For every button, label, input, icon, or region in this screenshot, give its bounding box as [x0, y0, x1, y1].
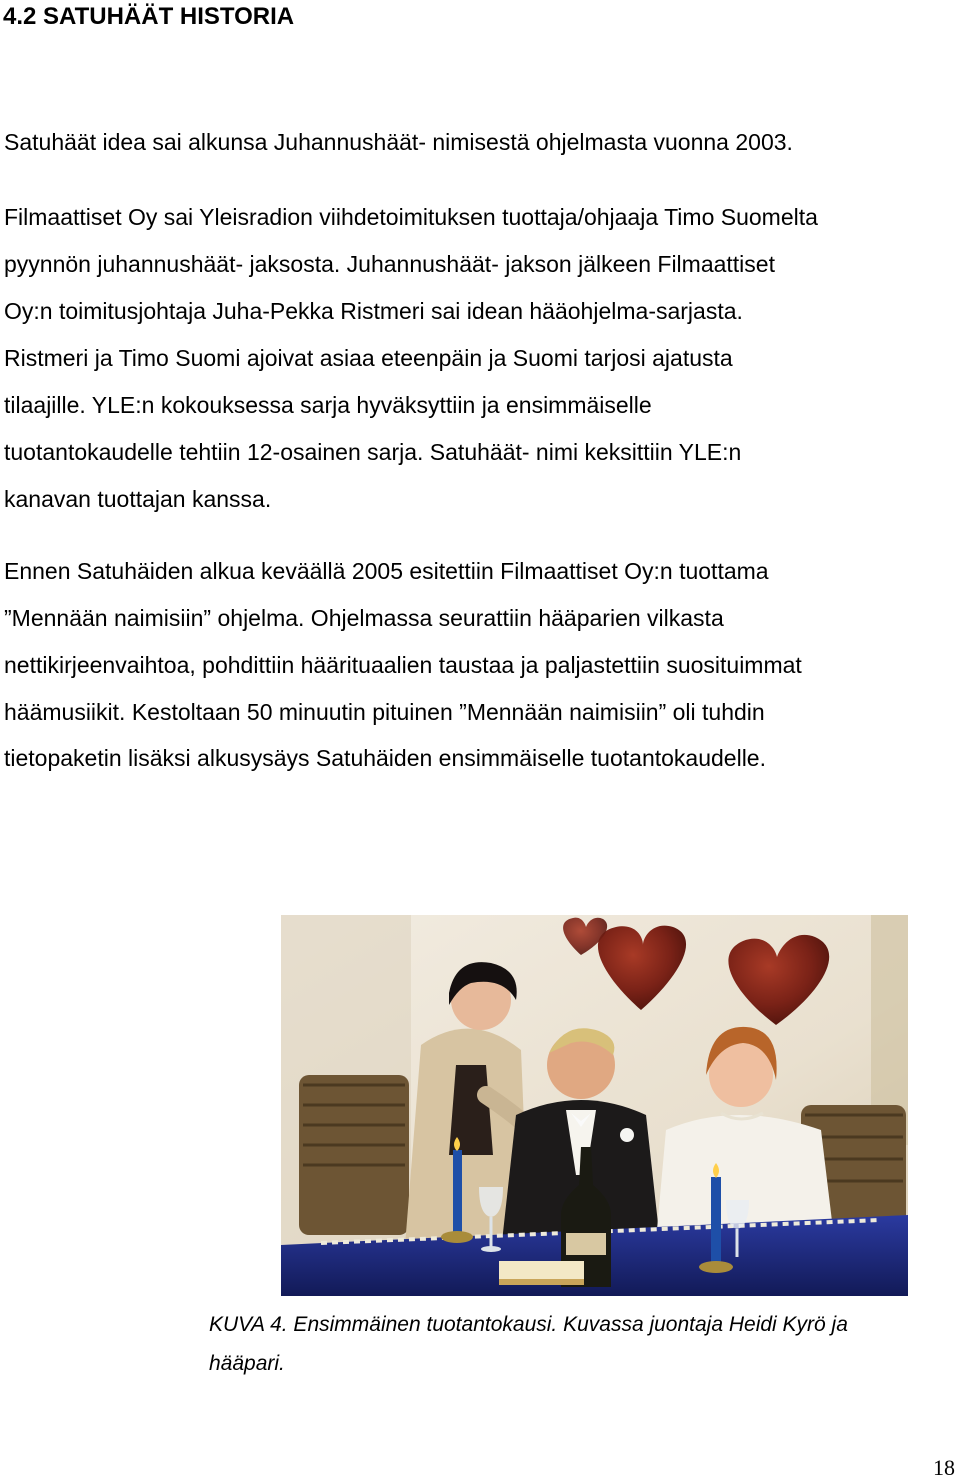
section-heading: 4.2 SATUHÄÄT HISTORIA: [3, 3, 295, 30]
paragraph-1-line: Satuhäät idea sai alkunsa Juhannushäät- nimisestä ohjelmasta vuonna 2003.: [4, 129, 793, 155]
photo-caption-line: hääpari.: [209, 1352, 285, 1375]
paragraph-1-line: pyynnön juhannushäät- jaksosta. Juhannushäät- jakson jälkeen Filmaattiset: [4, 251, 775, 277]
wicker-chair-left: [299, 1075, 409, 1235]
paragraph-1-line: Filmaattiset Oy sai Yleisradion viihdetoimituksen tuottaja/ohjaaja Timo Suomelta: [4, 204, 818, 230]
paragraph-1-line: Oy:n toimitusjohtaja Juha-Pekka Ristmeri sai idean hääohjelma-sarjasta.: [4, 298, 743, 324]
paragraph-2-line: häämusiikit. Kestoltaan 50 minuutin pituinen ”Mennään naimisiin” oli tuhdin: [4, 699, 765, 725]
paragraph-2-line: ”Mennään naimisiin” ohjelma. Ohjelmassa seurattiin hääparien vilkasta: [4, 605, 724, 631]
photo-caption-line: KUVA 4. Ensimmäinen tuotantokausi. Kuvassa juontaja Heidi Kyrö ja: [209, 1313, 848, 1336]
page-number: 18: [933, 1455, 955, 1480]
paragraph-2-line: tietopaketin lisäksi alkusysäys Satuhäiden ensimmäiselle tuotantokaudelle.: [4, 745, 766, 771]
wedding-photo: [281, 915, 908, 1296]
book-icon: [499, 1261, 584, 1285]
paragraph-1-line: Ristmeri ja Timo Suomi ajoivat asiaa eteenpäin ja Suomi tarjosi ajatusta: [4, 345, 733, 371]
paragraph-2-line: Ennen Satuhäiden alkua keväällä 2005 esitettiin Filmaattiset Oy:n tuottama: [4, 558, 769, 584]
paragraph-2-line: nettikirjeenvaihtoa, pohdittiin häärituaalien taustaa ja paljastettiin suosituimmat: [4, 652, 802, 678]
paragraph-1-line: tilaajille. YLE:n kokouksessa sarja hyväksyttiin ja ensimmäiselle: [4, 392, 652, 418]
paragraph-1-line: kanavan tuottajan kanssa.: [4, 486, 272, 512]
paragraph-1-line: tuotantokaudelle tehtiin 12-osainen sarja. Satuhäät- nimi keksittiin YLE:n: [4, 439, 742, 465]
